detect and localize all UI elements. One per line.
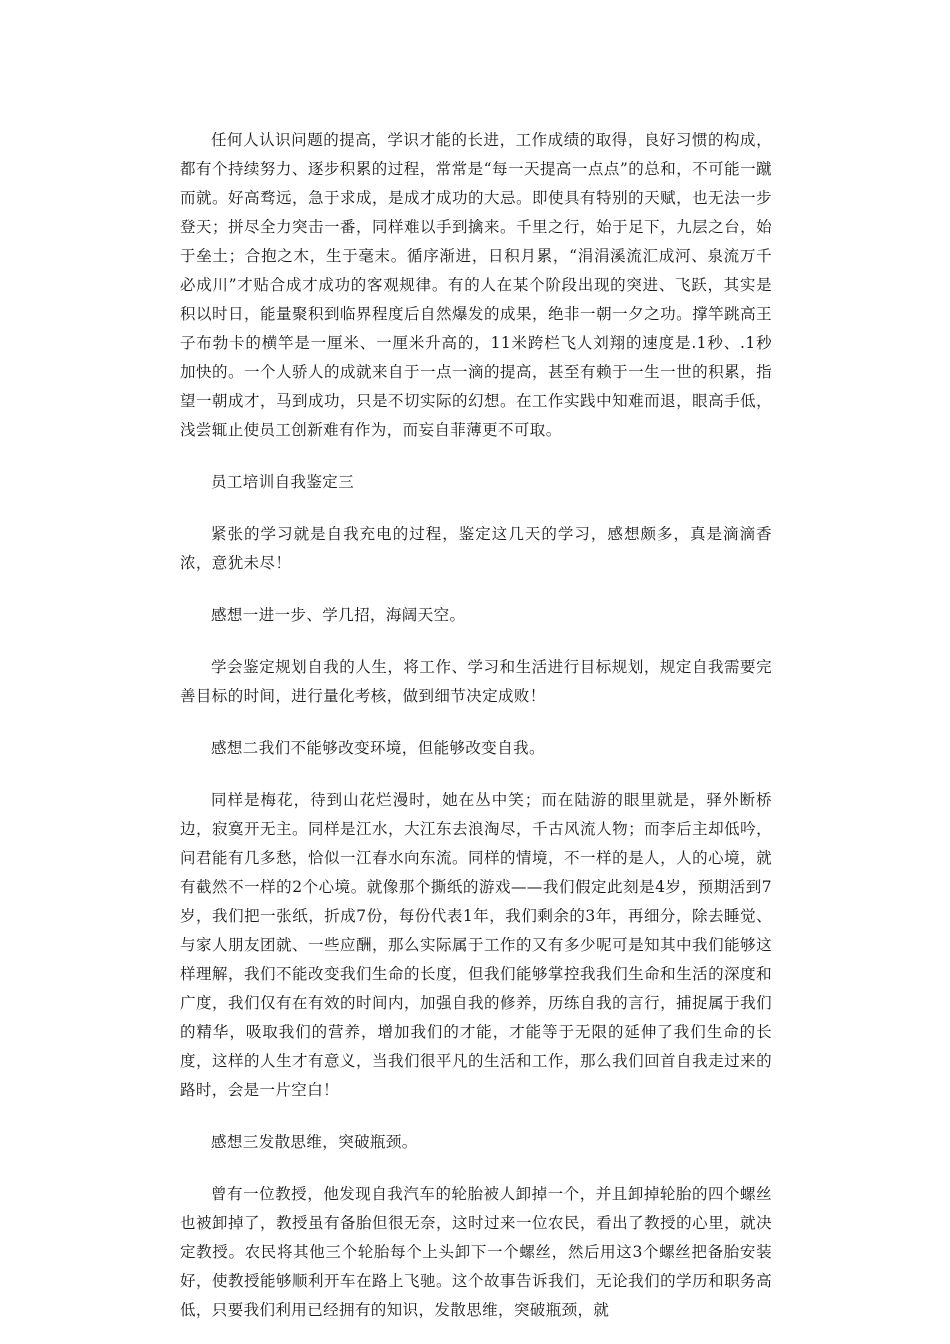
paragraph-intro: 紧张的学习就是自我充电的过程，鉴定这几天的学习，感想颇多，真是滴滴香浓，意犹未尽！ bbox=[180, 525, 772, 572]
paragraph-planning: 学会鉴定规划自我的人生，将工作、学习和生活进行目标规划，规定自我需要完善目标的时间，进行量化考核，做到细节决定成败！ bbox=[180, 658, 772, 705]
paragraph-accumulation: 任何人认识问题的提高，学识才能的长进，工作成绩的取得，良好习惯的构成，都有个持续努力、逐步积累的过程，常常是“每一天提高一点点”的总和，不可能一蹴而就。好高骛远，急于求成，是成才成功的大忌。即使具有特别的天赋，也无法一步登天；拼尽全力突击一番，同样难以手到擒来。千里之行，始于足下，九层之台，始于垒土；合抱之木，生于毫末。循序渐进，日积月累，“涓涓溪流汇成河、泉流万千必成川”才贴合成才成功的客观规律。有的人在某个阶段出现的突进、飞跃，其实是积以时日，能量聚积到临界程度后自然爆发的成果，绝非一朝一夕之功。撑竿跳高王子布勃卡的横竿是一厘米、一厘米升高的，11米跨栏飞人刘翔的速度是.1秒、.1秒加快的。一个人骄人的成就来自于一点一滴的提高，甚至有赖于一生一世的积累，指望一朝成才，马到成功，只是不切实际的幻想。在工作实践中知难而退，眼高手低，浅尝辄止使员工创新难有作为，而妄自菲薄更不可取。 bbox=[180, 131, 772, 439]
subheading-insight-2: 感想二我们不能够改变环境，但能够改变自我。 bbox=[211, 739, 545, 757]
document-body bbox=[180, 126, 772, 1325]
paragraph-professor-story: 曾有一位教授，他发现自我汽车的轮胎被人卸掉一个，并且卸掉轮胎的四个螺丝也被卸掉了，教授虽有备胎但很无奈，这时过来一位农民，看出了教授的心里，就决定教授。农民将其他三个轮胎每个上头卸下一个螺丝，然后用这3个螺丝把备胎安装好，使教授能够顺利开车在路上飞驰。这个故事告诉我们，无论我们的学历和职务高低，只要我们利用已经拥有的知识，发散思维，突破瓶颈，就 bbox=[180, 1185, 772, 1319]
subheading-insight-3: 感想三发散思维，突破瓶颈。 bbox=[211, 1133, 418, 1151]
paragraph-mindset: 同样是梅花，待到山花烂漫时，她在丛中笑；而在陆游的眼里就是，驿外断桥边，寂寞开无主。同样是江水，大江东去浪淘尽，千古风流人物；而李后主却低吟，问君能有几多愁，恰似一江春水向东流。同样的情境，不一样的是人，人的心境，就有截然不一样的2个心境。就像那个撕纸的游戏——我们假定此刻是4岁，预期活到7岁，我们把一张纸，折成7份，每份代表1年，我们剩余的3年，再细分，除去睡觉、与家人朋友团就、一些应酬，那么实际属于工作的又有多少呢可是知其中我们能够这样理解，我们不能改变我们生命的长度，但我们能够掌控我我们生命和生活的深度和广度，我们仅有在有效的时间内，加强自我的修养，历练自我的言行，捕捉属于我们的精华，吸取我们的营养，增加我们的才能，才能等于无限的延伸了我们生命的长度，这样的人生才有意义，当我们很平凡的生活和工作，那么我们回首自我走过来的路时，会是一片空白！ bbox=[180, 791, 772, 1099]
subheading-insight-1: 感想一进一步、学几招，海阔天空。 bbox=[211, 606, 466, 624]
section-heading: 员工培训自我鉴定三 bbox=[211, 473, 355, 491]
